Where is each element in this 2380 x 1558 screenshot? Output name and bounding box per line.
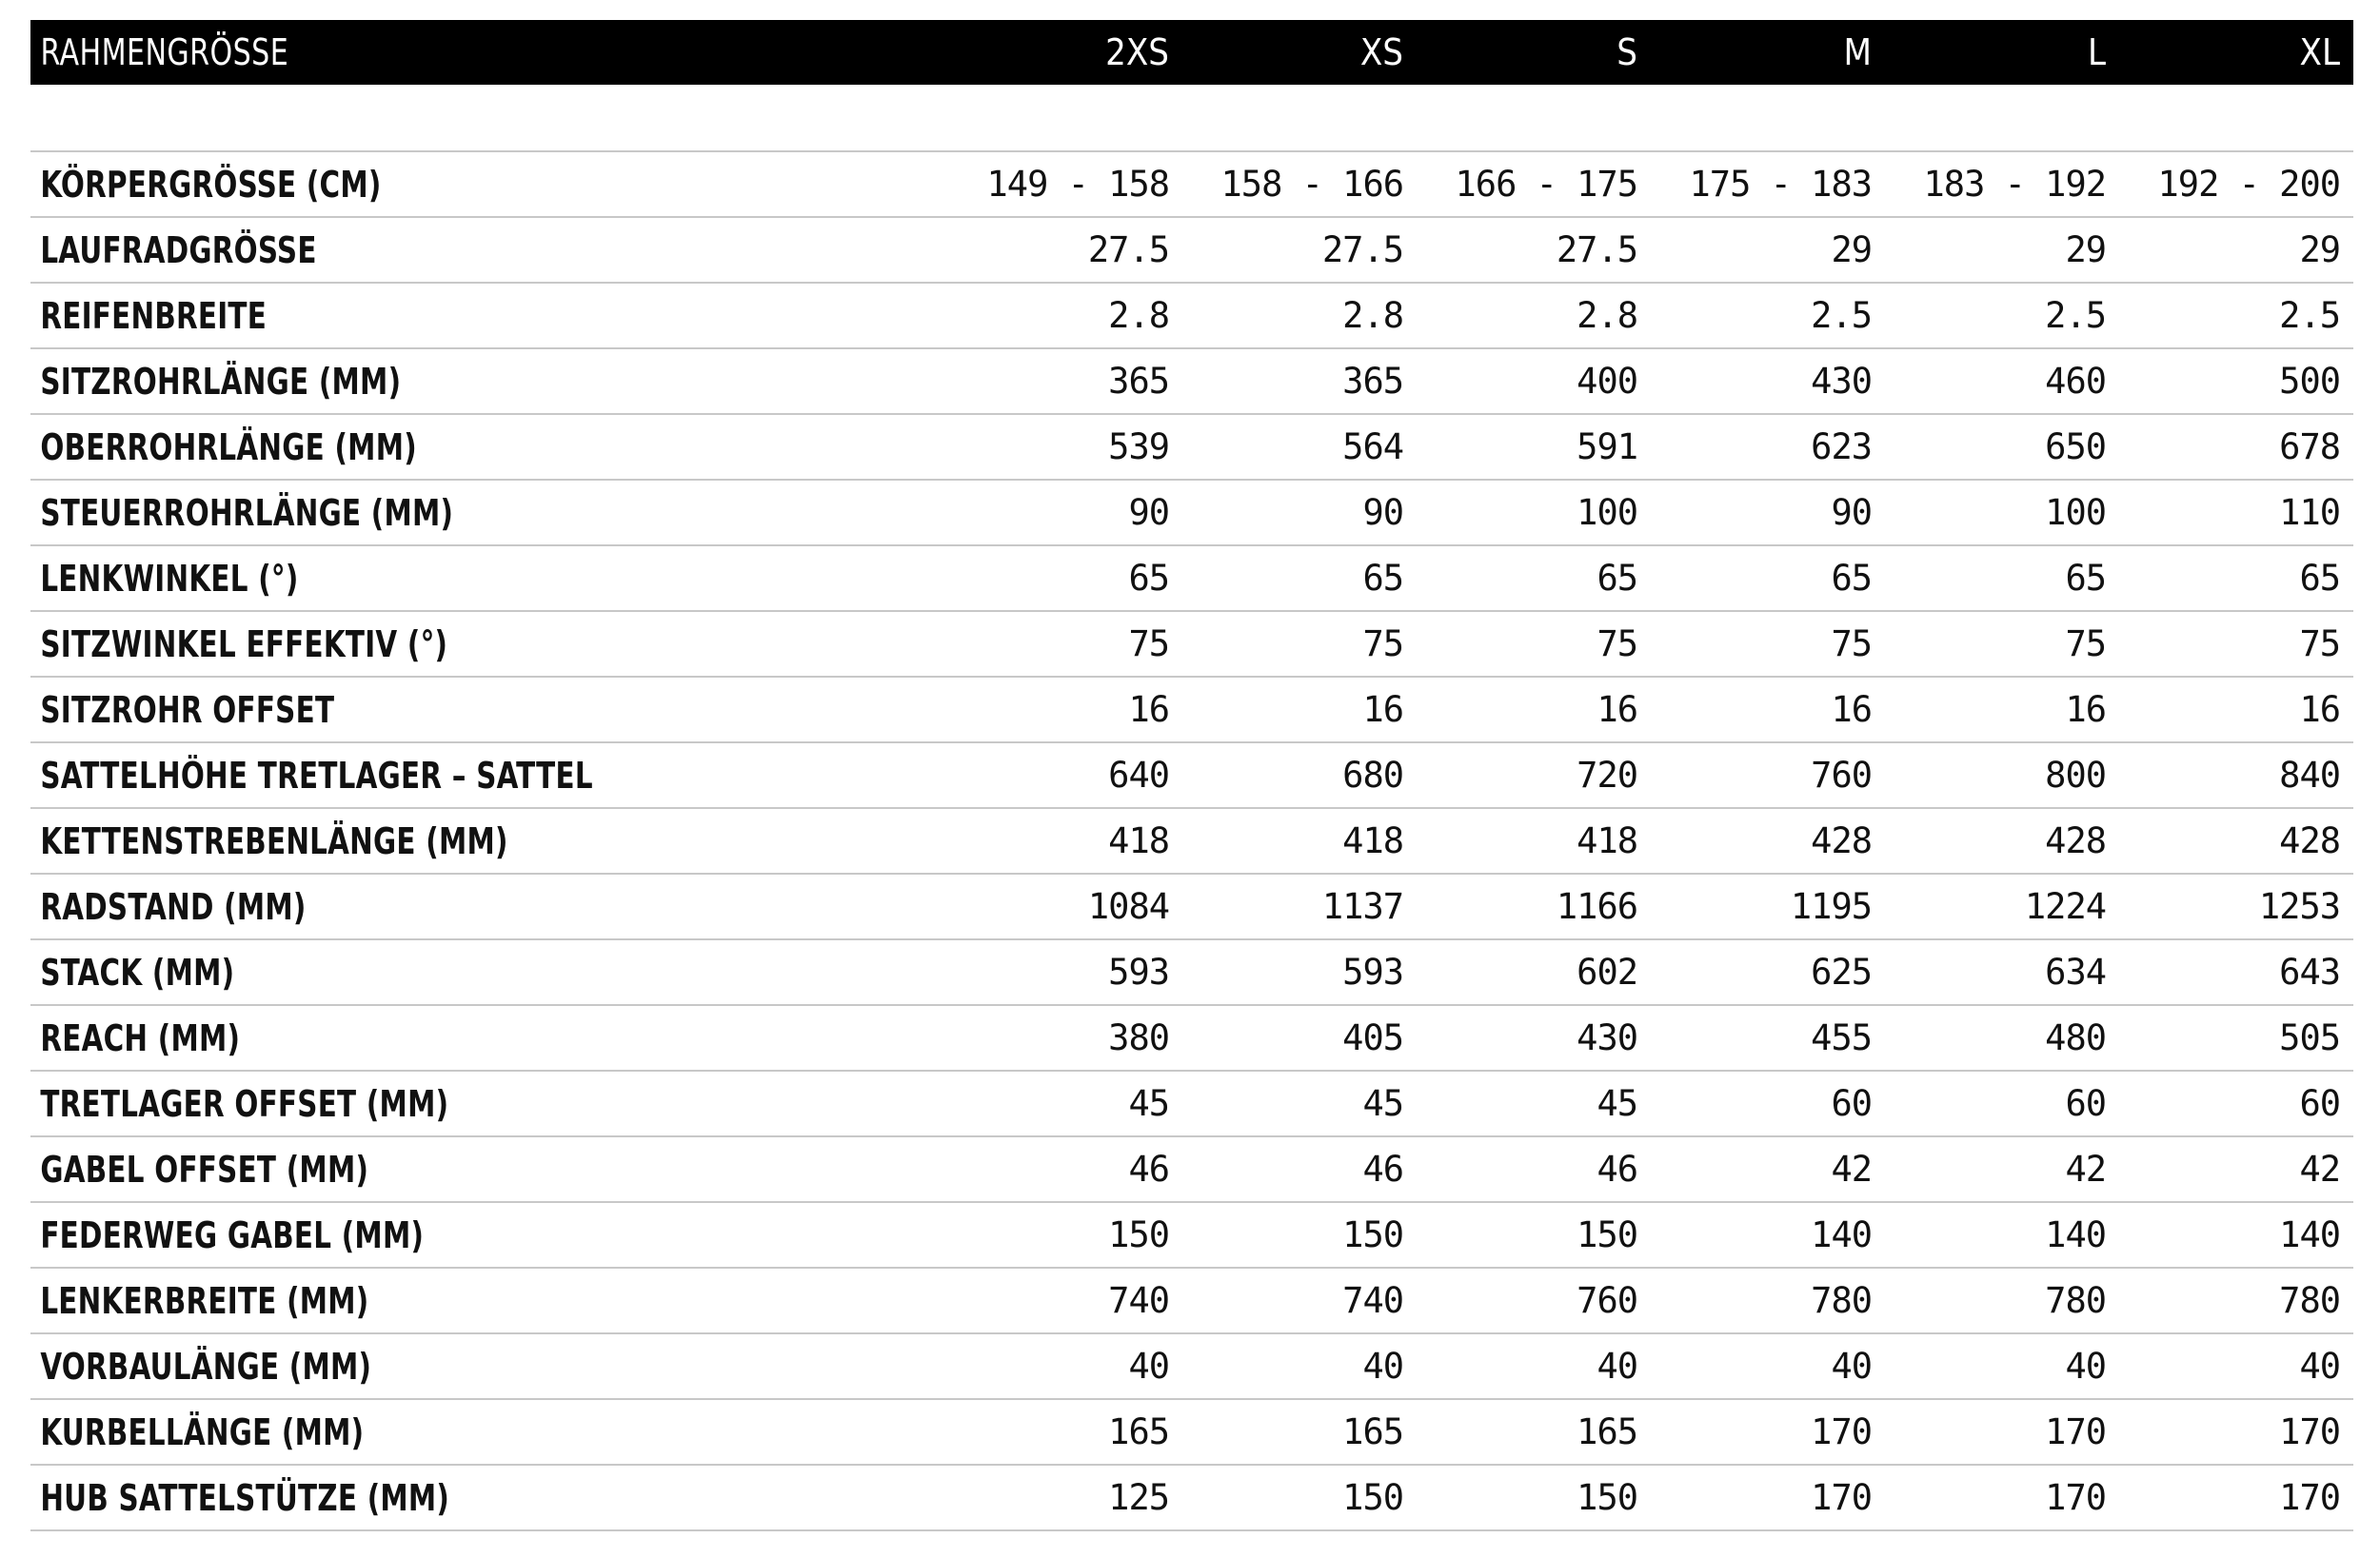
value-cell-2xs: 2.8 bbox=[1108, 295, 1169, 336]
value-cell-xl: 840 bbox=[2279, 755, 2340, 796]
table-row bbox=[30, 1137, 2353, 1203]
value-cell-s: 45 bbox=[1597, 1083, 1637, 1124]
value-cell-l: 42 bbox=[2065, 1149, 2106, 1190]
value-cell-m: 428 bbox=[1811, 820, 1872, 861]
value-cell-s: 150 bbox=[1577, 1214, 1637, 1255]
value-cell-m: 16 bbox=[1831, 689, 1872, 730]
value-cell-xs: 365 bbox=[1342, 361, 1403, 402]
value-cell-xs: 75 bbox=[1362, 623, 1403, 664]
value-cell-l: 780 bbox=[2045, 1280, 2106, 1321]
value-cell-xl: 75 bbox=[2299, 623, 2340, 664]
value-cell-2xs: 150 bbox=[1108, 1214, 1169, 1255]
value-cell-xl: 170 bbox=[2279, 1477, 2340, 1518]
value-cell-2xs: 539 bbox=[1108, 426, 1169, 467]
table-row bbox=[30, 218, 2353, 284]
value-cell-2xs: 45 bbox=[1128, 1083, 1169, 1124]
value-cell-xs: 418 bbox=[1342, 820, 1403, 861]
value-cell-2xs: 593 bbox=[1108, 952, 1169, 993]
value-cell-s: 602 bbox=[1577, 952, 1637, 993]
table-row bbox=[30, 1466, 2353, 1531]
table-row bbox=[30, 612, 2353, 678]
value-cell-xl: 16 bbox=[2299, 689, 2340, 730]
table-row bbox=[30, 546, 2353, 612]
value-cell-xs: 2.8 bbox=[1342, 295, 1403, 336]
row-label: STACK (MM) bbox=[40, 951, 235, 994]
value-cell-s: 27.5 bbox=[1556, 229, 1637, 270]
table-row bbox=[30, 1006, 2353, 1072]
value-cell-xs: 680 bbox=[1342, 755, 1403, 796]
value-cell-s: 760 bbox=[1577, 1280, 1637, 1321]
value-cell-xl: 678 bbox=[2279, 426, 2340, 467]
value-cell-m: 175 - 183 bbox=[1689, 164, 1872, 205]
value-cell-2xs: 149 - 158 bbox=[986, 164, 1169, 205]
header-spacer bbox=[30, 85, 2353, 152]
row-label: RADSTAND (MM) bbox=[40, 885, 307, 928]
value-cell-l: 65 bbox=[2065, 558, 2106, 599]
row-label: SITZWINKEL EFFEKTIV (°) bbox=[40, 622, 448, 665]
table-body bbox=[30, 152, 2353, 1531]
value-cell-l: 460 bbox=[2045, 361, 2106, 402]
value-cell-l: 170 bbox=[2045, 1411, 2106, 1452]
value-cell-2xs: 90 bbox=[1128, 492, 1169, 533]
value-cell-xs: 1137 bbox=[1321, 886, 1403, 927]
value-cell-s: 2.8 bbox=[1577, 295, 1637, 336]
value-cell-xl: 192 - 200 bbox=[2157, 164, 2340, 205]
row-label: VORBAULÄNGE (MM) bbox=[40, 1345, 372, 1388]
value-cell-s: 150 bbox=[1577, 1477, 1637, 1518]
table-row bbox=[30, 152, 2353, 218]
value-cell-l: 16 bbox=[2065, 689, 2106, 730]
row-label: SITZROHRLÄNGE (MM) bbox=[40, 360, 402, 403]
value-cell-m: 760 bbox=[1811, 755, 1872, 796]
table-row bbox=[30, 875, 2353, 940]
size-header-2xs: 2XS bbox=[1105, 31, 1169, 73]
size-header-s: S bbox=[1616, 31, 1637, 73]
table-row bbox=[30, 1334, 2353, 1400]
row-label: REIFENBREITE bbox=[40, 294, 268, 337]
value-cell-l: 800 bbox=[2045, 755, 2106, 796]
size-header-xl: XL bbox=[2299, 31, 2340, 73]
value-cell-m: 780 bbox=[1811, 1280, 1872, 1321]
value-cell-m: 42 bbox=[1831, 1149, 1872, 1190]
value-cell-xs: 158 - 166 bbox=[1220, 164, 1403, 205]
value-cell-xs: 46 bbox=[1362, 1149, 1403, 1190]
value-cell-2xs: 125 bbox=[1108, 1477, 1169, 1518]
table-row bbox=[30, 1269, 2353, 1334]
value-cell-xl: 2.5 bbox=[2279, 295, 2340, 336]
value-cell-s: 100 bbox=[1577, 492, 1637, 533]
table-header bbox=[30, 20, 2353, 85]
value-cell-l: 1224 bbox=[2024, 886, 2106, 927]
table-row bbox=[30, 349, 2353, 415]
value-cell-2xs: 65 bbox=[1128, 558, 1169, 599]
value-cell-xs: 90 bbox=[1362, 492, 1403, 533]
table-row bbox=[30, 1400, 2353, 1466]
value-cell-s: 46 bbox=[1597, 1149, 1637, 1190]
value-cell-m: 140 bbox=[1811, 1214, 1872, 1255]
table-row bbox=[30, 1072, 2353, 1137]
value-cell-2xs: 380 bbox=[1108, 1017, 1169, 1058]
value-cell-m: 2.5 bbox=[1811, 295, 1872, 336]
table-row bbox=[30, 415, 2353, 481]
value-cell-l: 140 bbox=[2045, 1214, 2106, 1255]
table-row bbox=[30, 481, 2353, 546]
value-cell-xs: 564 bbox=[1342, 426, 1403, 467]
value-cell-2xs: 418 bbox=[1108, 820, 1169, 861]
value-cell-l: 650 bbox=[2045, 426, 2106, 467]
size-header-xs: XS bbox=[1359, 31, 1403, 73]
table-row bbox=[30, 678, 2353, 743]
value-cell-s: 591 bbox=[1577, 426, 1637, 467]
value-cell-2xs: 1084 bbox=[1087, 886, 1169, 927]
row-label: SATTELHÖHE TRETLAGER – SATTEL bbox=[40, 754, 593, 797]
value-cell-m: 65 bbox=[1831, 558, 1872, 599]
table-row bbox=[30, 940, 2353, 1006]
value-cell-m: 455 bbox=[1811, 1017, 1872, 1058]
value-cell-2xs: 75 bbox=[1128, 623, 1169, 664]
value-cell-xl: 65 bbox=[2299, 558, 2340, 599]
row-label: KÖRPERGRÖSSE (CM) bbox=[40, 163, 382, 206]
row-label: FEDERWEG GABEL (MM) bbox=[40, 1213, 425, 1256]
value-cell-m: 170 bbox=[1811, 1477, 1872, 1518]
value-cell-l: 40 bbox=[2065, 1346, 2106, 1387]
value-cell-2xs: 46 bbox=[1128, 1149, 1169, 1190]
value-cell-2xs: 40 bbox=[1128, 1346, 1169, 1387]
value-cell-xl: 643 bbox=[2279, 952, 2340, 993]
value-cell-l: 170 bbox=[2045, 1477, 2106, 1518]
value-cell-xl: 40 bbox=[2299, 1346, 2340, 1387]
value-cell-m: 625 bbox=[1811, 952, 1872, 993]
value-cell-m: 90 bbox=[1831, 492, 1872, 533]
value-cell-s: 418 bbox=[1577, 820, 1637, 861]
row-label: OBERROHRLÄNGE (MM) bbox=[40, 425, 417, 468]
value-cell-2xs: 165 bbox=[1108, 1411, 1169, 1452]
row-label: LENKWINKEL (°) bbox=[40, 557, 299, 600]
value-cell-xl: 1253 bbox=[2258, 886, 2340, 927]
value-cell-m: 623 bbox=[1811, 426, 1872, 467]
value-cell-m: 29 bbox=[1831, 229, 1872, 270]
row-label: GABEL OFFSET (MM) bbox=[40, 1148, 369, 1191]
value-cell-xs: 405 bbox=[1342, 1017, 1403, 1058]
value-cell-xs: 593 bbox=[1342, 952, 1403, 993]
value-cell-l: 2.5 bbox=[2045, 295, 2106, 336]
value-cell-s: 165 bbox=[1577, 1411, 1637, 1452]
value-cell-xs: 40 bbox=[1362, 1346, 1403, 1387]
value-cell-xl: 140 bbox=[2279, 1214, 2340, 1255]
value-cell-m: 60 bbox=[1831, 1083, 1872, 1124]
value-cell-xs: 740 bbox=[1342, 1280, 1403, 1321]
value-cell-l: 100 bbox=[2045, 492, 2106, 533]
value-cell-xs: 150 bbox=[1342, 1477, 1403, 1518]
value-cell-l: 480 bbox=[2045, 1017, 2106, 1058]
size-header-m: M bbox=[1843, 31, 1872, 73]
frame-size-header-label: RAHMENGRÖSSE bbox=[40, 31, 289, 73]
row-label: SITZROHR OFFSET bbox=[40, 688, 335, 731]
value-cell-xl: 29 bbox=[2299, 229, 2340, 270]
value-cell-xs: 65 bbox=[1362, 558, 1403, 599]
value-cell-l: 634 bbox=[2045, 952, 2106, 993]
value-cell-s: 40 bbox=[1597, 1346, 1637, 1387]
value-cell-l: 75 bbox=[2065, 623, 2106, 664]
table-row bbox=[30, 284, 2353, 349]
row-label: KETTENSTREBENLÄNGE (MM) bbox=[40, 819, 508, 862]
value-cell-xl: 170 bbox=[2279, 1411, 2340, 1452]
value-cell-2xs: 16 bbox=[1128, 689, 1169, 730]
value-cell-xl: 780 bbox=[2279, 1280, 2340, 1321]
table-row bbox=[30, 1203, 2353, 1269]
value-cell-l: 428 bbox=[2045, 820, 2106, 861]
value-cell-xs: 27.5 bbox=[1321, 229, 1403, 270]
value-cell-xl: 60 bbox=[2299, 1083, 2340, 1124]
row-label: KURBELLÄNGE (MM) bbox=[40, 1410, 365, 1453]
value-cell-s: 720 bbox=[1577, 755, 1637, 796]
table-row bbox=[30, 743, 2353, 809]
value-cell-m: 170 bbox=[1811, 1411, 1872, 1452]
value-cell-m: 430 bbox=[1811, 361, 1872, 402]
value-cell-s: 166 - 175 bbox=[1455, 164, 1637, 205]
value-cell-2xs: 740 bbox=[1108, 1280, 1169, 1321]
value-cell-xs: 45 bbox=[1362, 1083, 1403, 1124]
size-header-l: L bbox=[2087, 31, 2106, 73]
value-cell-s: 1166 bbox=[1556, 886, 1637, 927]
value-cell-2xs: 365 bbox=[1108, 361, 1169, 402]
row-label: LENKERBREITE (MM) bbox=[40, 1279, 369, 1322]
geometry-table bbox=[30, 20, 2353, 1531]
value-cell-l: 29 bbox=[2065, 229, 2106, 270]
value-cell-l: 60 bbox=[2065, 1083, 2106, 1124]
table-row bbox=[30, 809, 2353, 875]
value-cell-2xs: 640 bbox=[1108, 755, 1169, 796]
row-label: REACH (MM) bbox=[40, 1016, 241, 1059]
row-label: HUB SATTELSTÜTZE (MM) bbox=[40, 1476, 450, 1519]
row-label: TRETLAGER OFFSET (MM) bbox=[40, 1082, 449, 1125]
value-cell-s: 16 bbox=[1597, 689, 1637, 730]
row-label: STEUERROHRLÄNGE (MM) bbox=[40, 491, 454, 534]
value-cell-xl: 42 bbox=[2299, 1149, 2340, 1190]
value-cell-2xs: 27.5 bbox=[1087, 229, 1169, 270]
value-cell-xs: 16 bbox=[1362, 689, 1403, 730]
value-cell-xl: 500 bbox=[2279, 361, 2340, 402]
row-label: LAUFRADGRÖSSE bbox=[40, 228, 317, 271]
value-cell-xl: 428 bbox=[2279, 820, 2340, 861]
value-cell-xs: 150 bbox=[1342, 1214, 1403, 1255]
value-cell-s: 65 bbox=[1597, 558, 1637, 599]
value-cell-s: 430 bbox=[1577, 1017, 1637, 1058]
value-cell-m: 1195 bbox=[1790, 886, 1872, 927]
value-cell-xs: 165 bbox=[1342, 1411, 1403, 1452]
value-cell-xl: 505 bbox=[2279, 1017, 2340, 1058]
value-cell-xl: 110 bbox=[2279, 492, 2340, 533]
value-cell-m: 40 bbox=[1831, 1346, 1872, 1387]
value-cell-s: 400 bbox=[1577, 361, 1637, 402]
value-cell-m: 75 bbox=[1831, 623, 1872, 664]
value-cell-l: 183 - 192 bbox=[1923, 164, 2106, 205]
value-cell-s: 75 bbox=[1597, 623, 1637, 664]
